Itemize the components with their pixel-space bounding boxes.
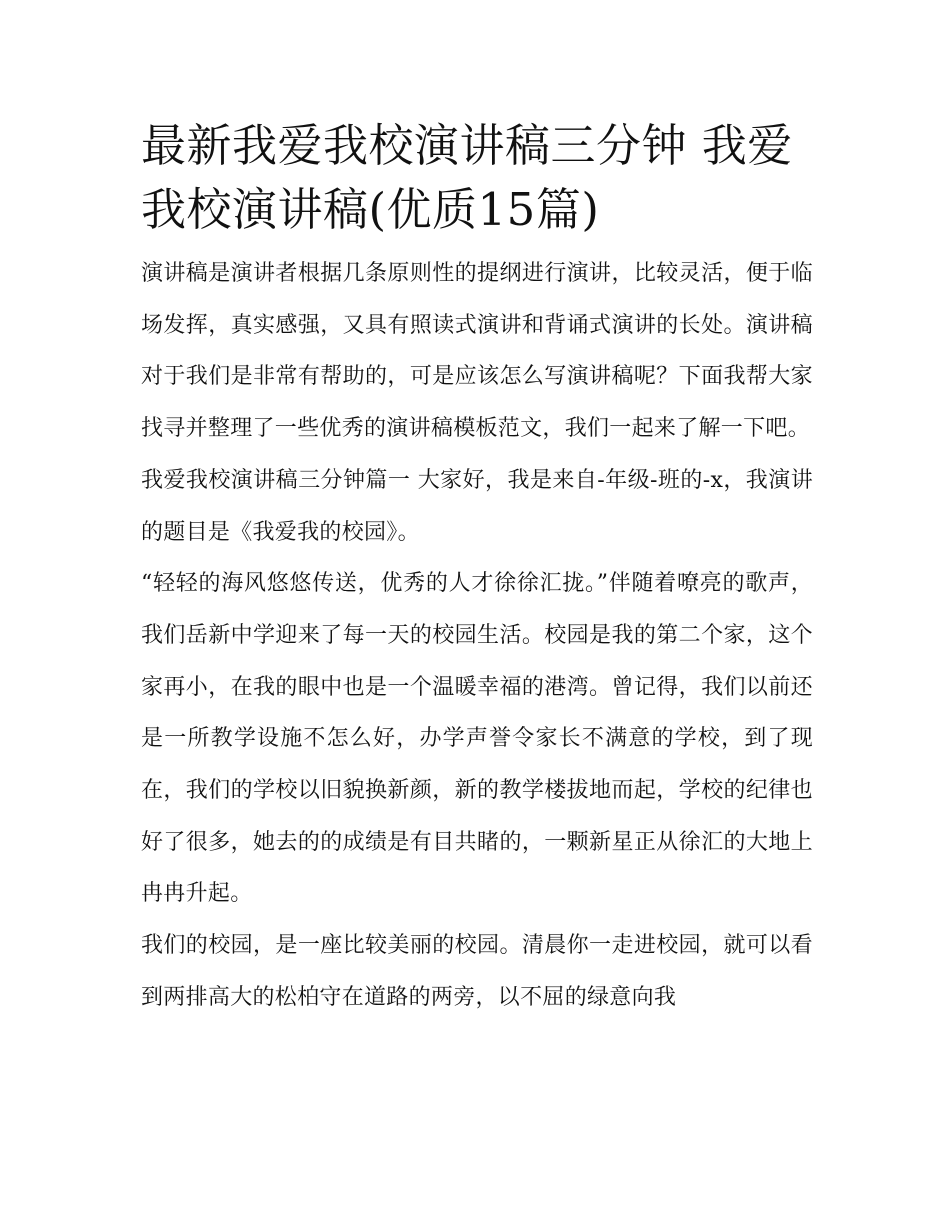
document-body <box>141 114 813 1024</box>
paragraph-school-history: “轻轻的海风悠悠传送，优秀的人才徐徐汇拢。”伴随着嘹亮的歌声，我们岳新中学迎来了每一天的校园生活。校园是我的第二个家，这个家再小，在我的眼中也是一个温暖幸福的港湾。曾记得，我们以前还是一所教学设施不怎么好，办学声誉令家长不满意的学校，到了现在，我们的学校以旧貌换新颜，新的教学楼拔地而起，学校的纪律也好了很多，她去的的成绩是有目共睹的，一颗新星正从徐汇的大地上冉冉升起。 <box>141 571 813 907</box>
document-title: 最新我爱我校演讲稿三分钟 我爱我校演讲稿(优质15篇) <box>141 119 793 236</box>
paragraph-intro: 演讲稿是演讲者根据几条原则性的提纲进行演讲，比较灵活，便于临场发挥，真实感强，又具有照读式演讲和背诵式演讲的长处。演讲稿对于我们是非常有帮助的，可是应该怎么写演讲稿呢？下面我帮大家找寻并整理了一些优秀的演讲稿模板范文，我们一起来了解一下吧。 <box>141 261 813 442</box>
paragraph-speech-opening: 我爱我校演讲稿三分钟篇一 大家好，我是来自-年级-班的-x，我演讲的题目是《我爱我的校园》。 <box>141 467 813 545</box>
paragraph-campus-description: 我们的校园，是一座比较美丽的校园。清晨你一走进校园，就可以看到两排高大的松柏守在道路的两旁，以不屈的绿意向我 <box>141 933 813 1010</box>
